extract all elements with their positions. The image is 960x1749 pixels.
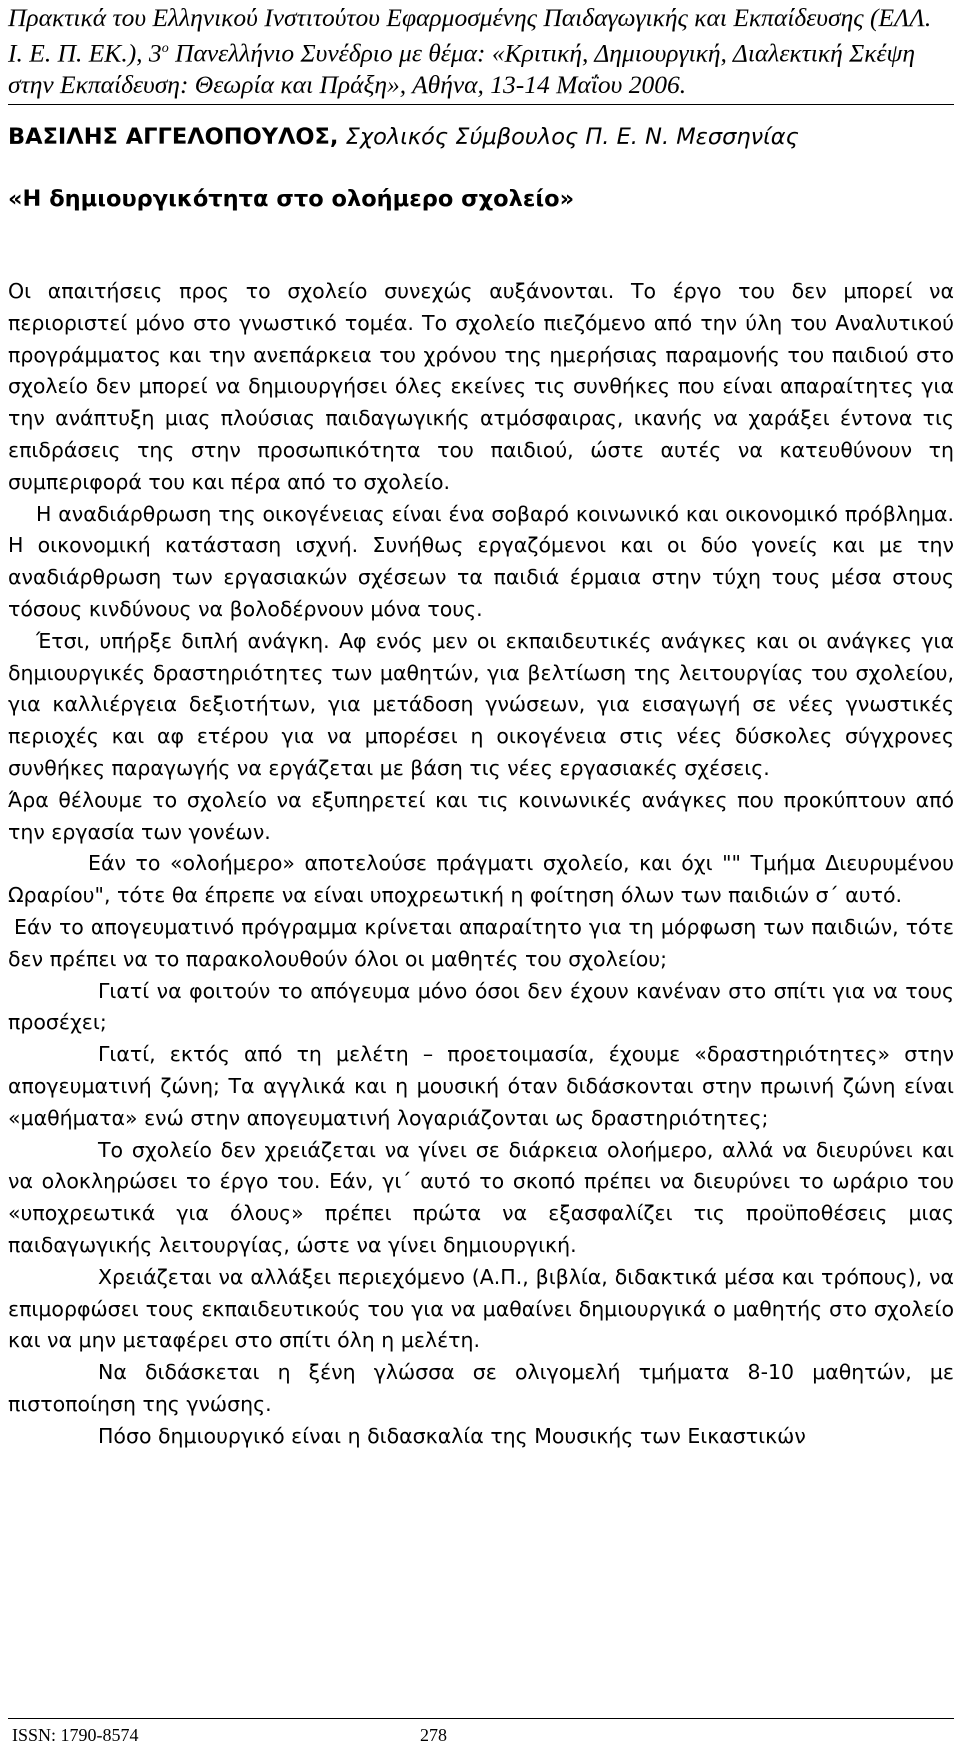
- paragraph-8: Γιατί, εκτός από τη μελέτη – προετοιμασία, έχουμε «δραστηριότητες» στην απογευματινή ζώνη; Τα αγγλικά και η μουσική όταν διδάσκονται στην πρωινή ζώνη είναι «μαθήματα» ενώ στην απογευματινή λογαριάζονται ως δραστηριότητες;: [8, 1042, 954, 1130]
- header-line-3: στην Εκπαίδευση: Θεωρία και Πράξη», Αθήνα, 13-14 Μαΐου 2006.: [8, 69, 687, 99]
- article-body: [8, 276, 954, 1452]
- author-line: [8, 124, 799, 150]
- paragraph-6: Εάν το απογευματινό πρόγραμμα κρίνεται απαραίτητο για τη μόρφωση των παιδιών, τότε δεν πρέπει να το παρακολουθούν όλοι οι μαθητές του σχολείου;: [8, 914, 954, 971]
- paragraph-9: Το σχολείο δεν χρειάζεται να γίνει σε διάρκεια ολοήμερο, αλλά να διευρύνει και να ολοκληρώσει το έργο του. Εάν, γι΄ αυτό το σκοπό πρέπει να διευρύνει το ωράριο του «υποχρεωτικά για όλους» πρέπει πρώτα να εξασφαλίζει τις προϋποθέσεις μιας παιδαγωγικής λειτουργίας, ώστε να γίνει δημιουργική.: [8, 1137, 954, 1257]
- page-footer: [8, 1718, 954, 1747]
- paragraph-7: Γιατί να φοιτούν το απόγευμα μόνο όσοι δεν έχουν κανέναν στο σπίτι για να τους προσέχει;: [8, 978, 954, 1035]
- paragraph-1: Οι απαιτήσεις προς το σχολείο συνεχώς αυξάνονται. Το έργο του δεν μπορεί να περιοριστεί μόνο στο γνωστικό τομέα. Το σχολείο πιεζόμενο από την ύλη του Αναλυτικού προγράμματος και την ανεπάρκεια του χρόνου της ημερήσιας παραμονής του παιδιού στο σχολείο δεν μπορεί να δημιουργήσει όλες εκείνες τις συνθήκες που είναι απαραίτητες για την ανάπτυξη μιας πλούσιας παιδαγωγικής ατμόσφαιρας, ικανής να χαράξει έντονα τις επιδράσεις της στην προσωπικότητα του παιδιού, ώστε αυτές να κατευθύνουν τη συμπεριφορά του και πέρα από το σχολείο.: [8, 279, 954, 494]
- header-line-2: [8, 33, 954, 69]
- author-role: Σχολικός Σύμβουλος Π. Ε. Ν. Μεσσηνίας: [338, 124, 799, 150]
- issn-label: ISSN: 1790-8574: [12, 1725, 139, 1745]
- paragraph-4: Άρα θέλουμε το σχολείο να εξυπηρετεί και τις κοινωνικές ανάγκες που προκύπτουν από την εργασία των γονέων.: [8, 787, 954, 844]
- paragraph-11: Να διδάσκεται η ξένη γλώσσα σε ολιγομελή τμήματα 8-10 μαθητών, με πιστοποίηση της γνώσης.: [8, 1360, 954, 1416]
- paragraph-12: Πόσο δημιουργικό είναι η διδασκαλία της Μουσικής των Εικαστικών: [98, 1423, 806, 1448]
- paragraph-10: Χρειάζεται να αλλάξει περιεχόμενο (Α.Π., βιβλία, διδακτικά μέσα και τρόπους), να επιμορφώσει τους εκπαιδευτικούς του για να μαθαίνει δημιουργικά ο μαθητής στο σχολείο και να μην μεταφέρει στο σπίτι όλη η μελέτη.: [8, 1264, 954, 1353]
- article-title: «Η δημιουργικότητα στο ολοήμερο σχολείο»: [8, 186, 575, 212]
- author-name: ΒΑΣΙΛΗΣ ΑΓΓΕΛΟΠΟΥΛΟΣ,: [8, 124, 339, 150]
- proceedings-header: [8, 2, 954, 105]
- header-line-1: Πρακτικά του Ελληνικού Ινστιτούτου Εφαρμοσμένης Παιδαγωγικής και Εκπαίδευσης (ΕΛΛ.: [8, 3, 932, 32]
- header-line-2a: Ι. Ε. Π. ΕΚ.), 3: [8, 38, 162, 68]
- page-number: 278: [420, 1725, 447, 1745]
- header-line-2b: Πανελλήνιο Συνέδριο με θέμα: «Κριτική, Δημιουργική, Διαλεκτική Σκέψη: [168, 38, 916, 68]
- paragraph-5: Εάν το «ολοήμερο» αποτελούσε πράγματι σχολείο, και όχι "" Τμήμα Διευρυμένου Ωραρίου", τότε θα έπρεπε να είναι υποχρεωτική η φοίτηση όλων των παιδιών σ΄ αυτό.: [8, 851, 954, 908]
- header-superscript: ο: [161, 41, 169, 56]
- paragraph-3: Έτσι, υπήρξε διπλή ανάγκη. Αφ ενός μεν οι εκπαιδευτικές ανάγκες και οι ανάγκες για δημιουργικές δραστηριότητες των μαθητών, για βελτίωση της λειτουργίας του σχολείου, για καλλιέργεια δεξιοτήτων, για μετάδοση γνώσεων, για εισαγωγή σε νέες γνωστικές περιοχές και αφ ετέρου για να μπορέσει η οικογένεια στις νέες δύσκολες σύγχρονες συνθήκες παραγωγής να εργάζεται με βάση τις νέες εργασιακές σχέσεις.: [8, 628, 954, 780]
- paragraph-2: Η αναδιάρθρωση της οικογένειας είναι ένα σοβαρό κοινωνικό και οικονομικό πρόβλημα. Η οικονομική κατάσταση ισχνή. Συνήθως εργαζόμενοι και οι δύο γονείς και με την αναδιάρθρωση των εργασιακών σχέσεων τα παιδιά έρμαια στην τύχη τους μέσα στους τόσους κινδύνους να βολοδέρνουν μόνα τους.: [8, 501, 954, 621]
